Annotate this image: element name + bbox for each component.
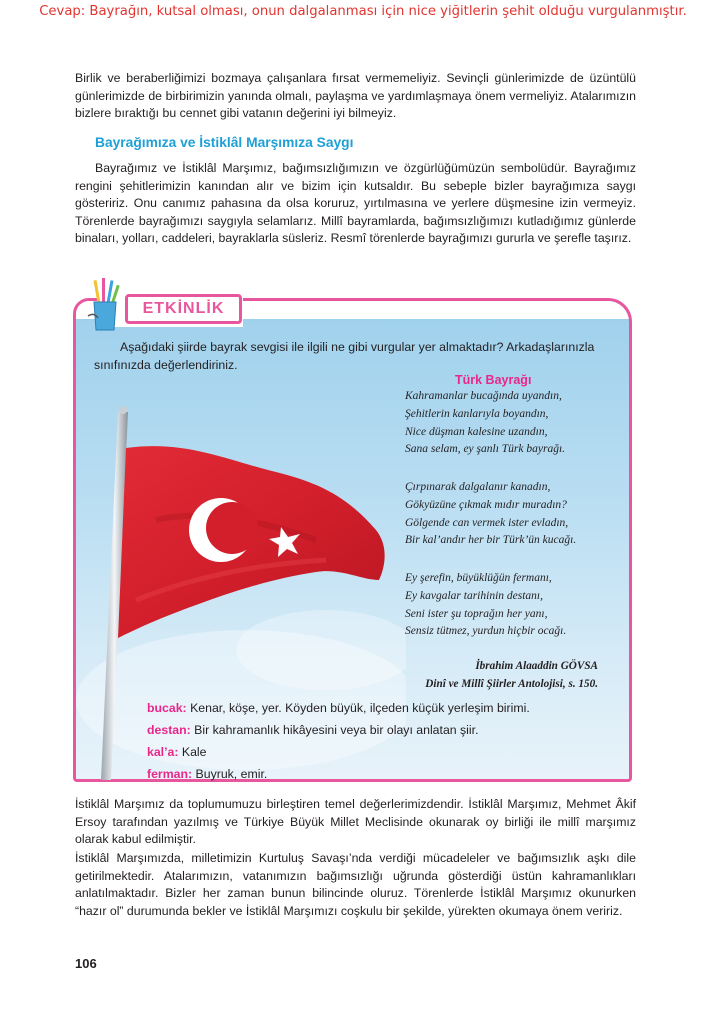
glossary-definition: Buyruk, emir. [195,767,268,781]
anthem-paragraph-1: İstiklâl Marşımız da toplumumuzu birleştiren temel değerlerimizdendir. İstiklâl Marşımız, Mehmet Âkif Ersoy tarafından yazılmış ve Türkiye Büyük Millet Meclisinde okunarak oy birliği ile millî marşımız olarak kabul edilmiştir. [75,797,636,846]
poem-line: Ey kavgalar tarihinin destanı, [405,589,543,602]
poem-line: Seni ister şu toprağın her yanı, [405,607,548,620]
glossary-definition: Bir kahramanlık hikâyesini veya bir olayı anlatan şiir. [194,723,479,737]
glossary-definition: Kale [181,745,207,759]
poem-stanza [405,479,625,550]
poem-author: İbrahim Alaaddin GÖVSA [475,660,598,672]
answer-line: Cevap: Bayrağın, kutsal olması, onun dalgalanması için nice yiğitlerin şehit olduğu vurgulanmıştır. [39,4,687,19]
activity-prompt: Aşağıdaki şiirde bayrak sevgisi ile ilgili ne gibi vurgular yer almaktadır? Arkadaşlarınızla sınıfınızda değerlendiriniz. [94,340,595,372]
intro-paragraph: Birlik ve beraberliğimizi bozmaya çalışanlara fırsat vermemeliyiz. Sevinçli günlerimizde de üzüntülü günlerimizde de birbirimizin yanında olmalı, paylaşma ve yardımlaşmaya önem vermeliyiz. Atalarımızın bizlere bıraktığı bu cennet gibi vatanın değerini iyi bilmeyiz. [75,71,636,120]
poem-line: Sensiz tütmez, yurdun hiçbir ocağı. [405,625,567,638]
glossary-item [147,741,530,763]
poem-attribution [425,658,598,693]
poem-line: Şehitlerin kanlarıyla boyandın, [405,407,549,420]
poem-line: Kahramanlar bucağında uyandın, [405,390,562,402]
activity-label: ETKİNLİK [125,294,242,324]
page-number: 106 [75,956,97,971]
glossary-item [147,697,530,719]
anthem-paragraph-2: İstiklâl Marşımızda, milletimizin Kurtuluş Savaşı’nda verdiği mücadeleler ve bağımsızlık aşkı dile getirilmektedir. Atalarımızın, vatanımızın bağımsızlığı uğrunda gösterdiği üstün kahramanlıkları anlatılmaktadır. Bizler her zaman bunun bilincinde oluruz. Törenlerde İstiklâl Marşımız okunurken “hazır ol” durumunda bekler ve İstiklâl Marşımızı coşkulu bir şekilde, yürekten okumaya önem veririz. [75,851,636,918]
poem-stanza [405,570,625,641]
pencil-cup-icon [84,276,124,334]
glossary-item [147,719,530,741]
poem-line: Nice düşman kalesine uzandın, [405,425,548,438]
poem-source: Dinî ve Millî Şiirler Antolojisi, s. 150. [425,677,598,690]
poem-line: Gökyüzüne çıkmak mıdır muradın? [405,498,567,511]
glossary-item [147,763,530,785]
glossary-term: kal’a: [147,745,179,759]
poem-title: Türk Bayrağı [455,373,532,387]
poem-line: Gölgende can vermek ister evladın, [405,516,569,529]
poem-stanza [405,388,625,459]
glossary-term: destan: [147,723,191,737]
section-heading: Bayrağımıza ve İstiklâl Marşımıza Saygı [95,135,354,150]
poem-line: Sana selam, ey şanlı Türk bayrağı. [405,443,566,456]
glossary-definition: Kenar, köşe, yer. Köyden büyük, ilçeden küçük yerleşim birimi. [190,701,530,715]
poem-line: Ey şerefin, büyüklüğün fermanı, [405,572,552,584]
glossary [147,697,530,785]
section-paragraph: Bayrağımız ve İstiklâl Marşımız, bağımsızlığımızın ve özgürlüğümüzün sembolüdür. Bayrağımız rengini şehitlerimizin kanından alır ve bizim için kutsaldır. Bu sebeple bizler bayrağımıza saygı gösteririz. Onu canımız pahasına da olsa koruruz, yırtılmasına ve yerlere düşmesine izin vermeyiz. Törenlerde bayrağımızı saygıyla selamlarız. Millî bayramlarda, bağımsızlığımızı kutladığımız günlerde binaları, yolları, caddeleri, bayraklarla süsleriz. Resmî törenlerde bayrağımızı gururla ve şerefle taşırız. [75,161,636,245]
glossary-term: ferman: [147,767,193,781]
poem-line: Bir kal’andır her bir Türk’ün kucağı. [405,534,577,547]
poem-line: Çırpınarak dalgalanır kanadın, [405,481,551,493]
glossary-term: bucak: [147,701,187,715]
